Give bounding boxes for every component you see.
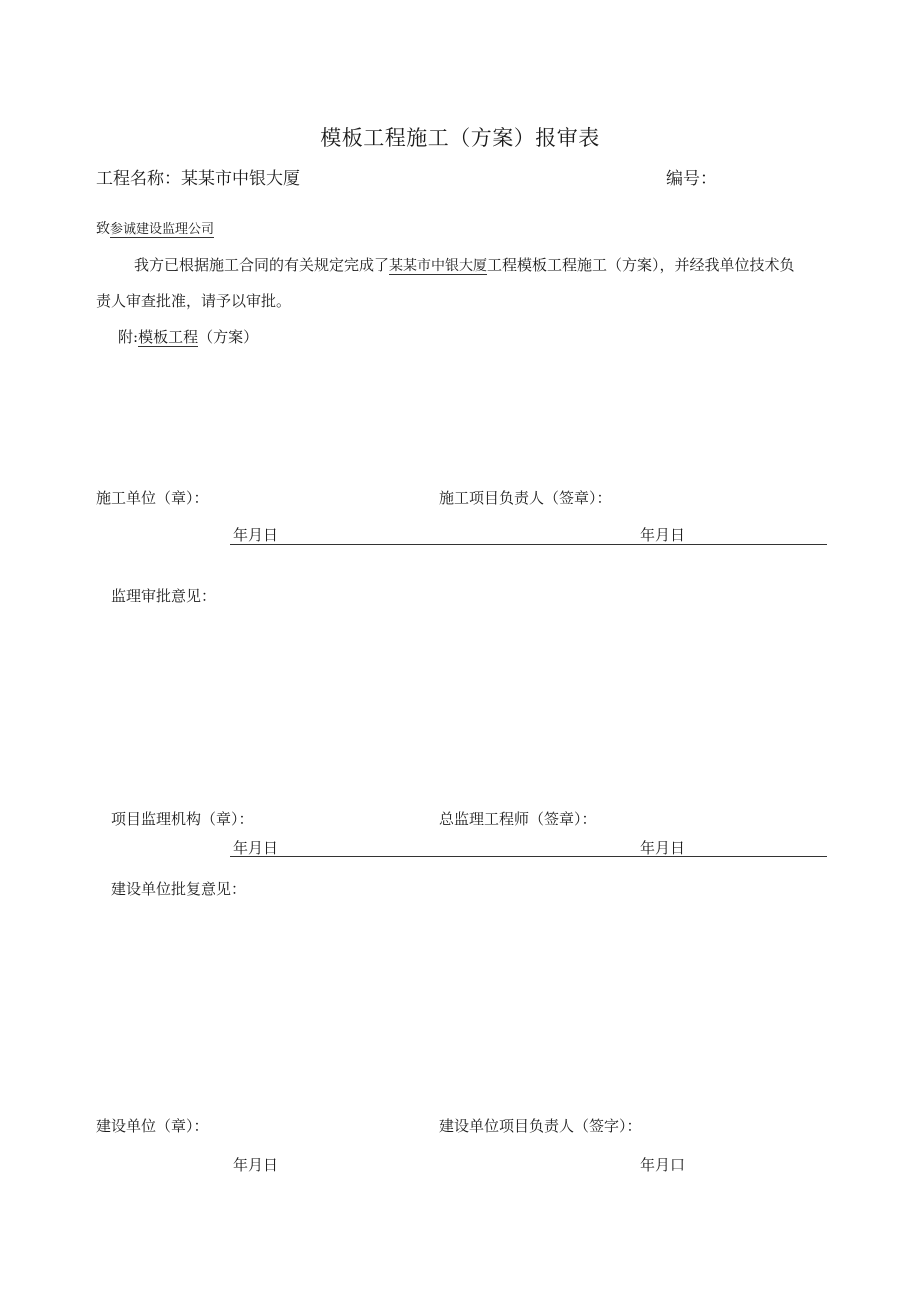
- contractor-manager-date: 年月日: [640, 526, 686, 544]
- supervision-office-date: 年月日: [233, 839, 279, 857]
- attachment-row: [118, 326, 258, 347]
- owner-manager-signature-label: 建设单位项目负责人（签字）：: [439, 1117, 642, 1135]
- addressee-name: 参诚建设监理公司: [110, 222, 215, 237]
- owner-seal-date: 年月日: [233, 1156, 279, 1174]
- attachment-suffix: （方案）: [198, 328, 259, 346]
- page-title: 模板工程施工（方案）报审表: [320, 126, 600, 150]
- chief-engineer-signature-label: 总监理工程师（签章）：: [439, 810, 597, 828]
- project-name-row: [96, 164, 300, 189]
- attachment-name: 模板工程: [138, 328, 199, 346]
- project-name-value: 某某市中银大厦: [181, 169, 300, 189]
- body-text-a: 我方已根据施工合同的有关规定完成了: [134, 256, 390, 274]
- attachment-prefix: 附:: [118, 328, 139, 346]
- owner-opinion-label: 建设单位批复意见：: [111, 880, 247, 898]
- section1-divider: [230, 544, 827, 545]
- owner-seal-label: 建设单位（章）：: [96, 1117, 209, 1135]
- addressee-row: [96, 218, 214, 238]
- body-line-2: 责人审查批准，请予以审批。: [96, 292, 292, 310]
- owner-manager-date: 年月口: [640, 1156, 686, 1174]
- contractor-seal-date: 年月日: [233, 526, 279, 544]
- body-project-name: 某某市中银大厦: [389, 258, 488, 274]
- project-name-label: 工程名称：: [96, 169, 181, 189]
- supervision-office-seal-label: 项目监理机构（章）：: [111, 810, 254, 828]
- section2-divider: [230, 856, 827, 857]
- contractor-seal-label: 施工单位（章）：: [96, 489, 209, 507]
- addressee-prefix: 致: [96, 221, 110, 237]
- supervision-opinion-label: 监理审批意见：: [111, 587, 217, 605]
- chief-engineer-date: 年月日: [640, 839, 686, 857]
- body-text-b: 工程模板工程施工（方案），并经我单位技术负: [487, 256, 795, 274]
- contractor-manager-signature-label: 施工项目负责人（签章）：: [439, 489, 612, 507]
- document-number-label: 编号：: [666, 169, 717, 189]
- body-line-1: [134, 254, 795, 275]
